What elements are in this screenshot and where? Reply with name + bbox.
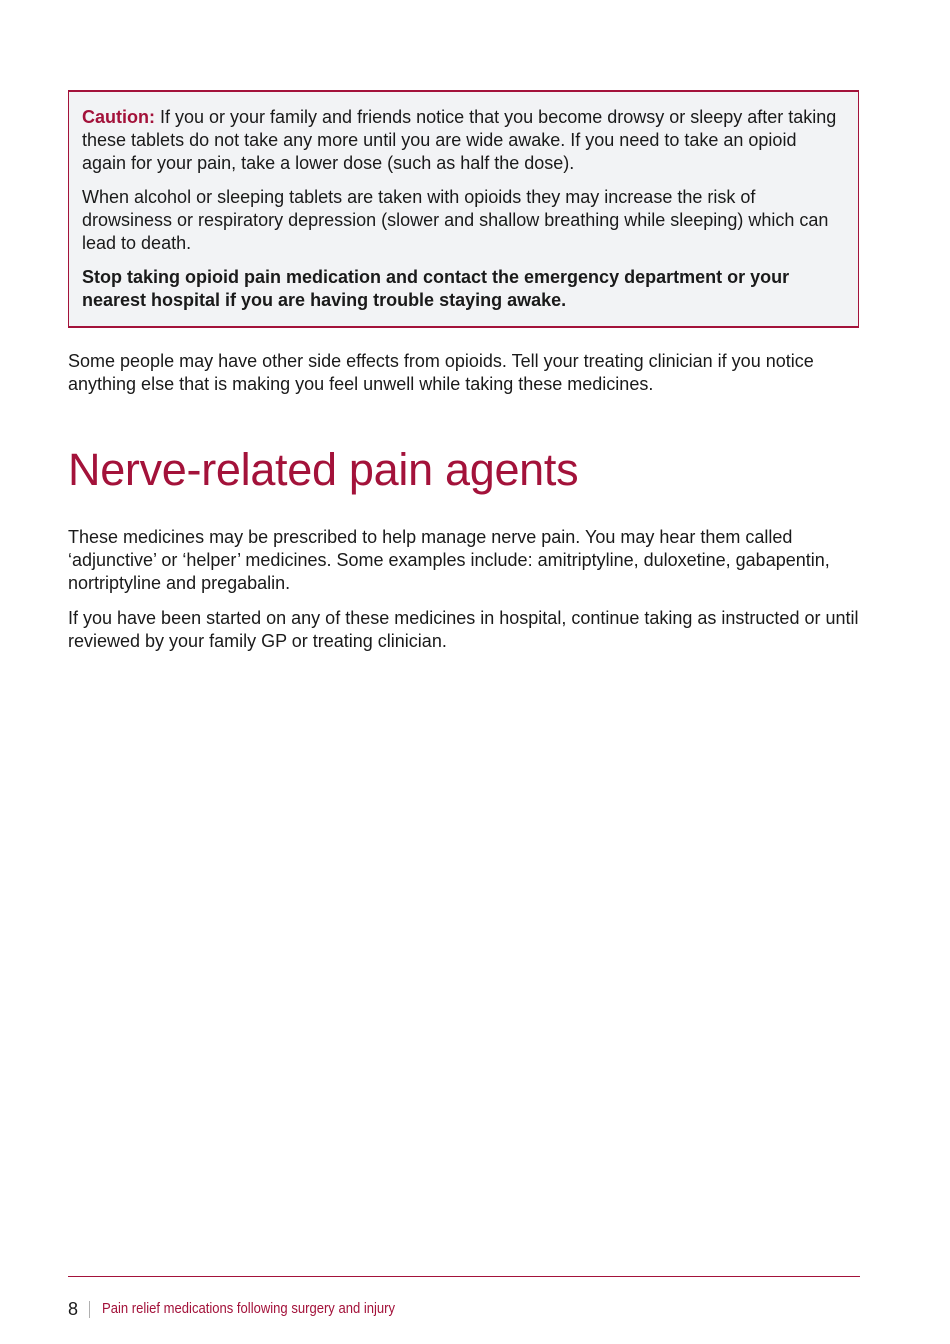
stop-instruction: Stop taking opioid pain medication and contact the emergency department or your nearest hospital if you are having trouble staying awake. [82, 267, 790, 310]
footer-document-title: Pain relief medications following surgery and injury [102, 1301, 396, 1317]
page-number: 8 [68, 1298, 79, 1319]
alcohol-warning: When alcohol or sleeping tablets are taken with opioids they may increase the risk of drowsiness or respiratory depression (slower and shallow breathing while sleeping) which can lead to death. [82, 187, 829, 253]
caution-text: If you or your family and friends notice that you become drowsy or sleepy after taking these tablets do not take any more until you are wide awake. If you need to take an opioid again for your pain, take a lower dose (such as half the dose). [82, 107, 837, 173]
page-footer [68, 1298, 428, 1320]
caution-label: Caution: [82, 107, 155, 127]
nerve-agents-instructions-paragraph: If you have been started on any of these medicines in hospital, continue taking as instructed or until reviewed by your family GP or treating clinician. [68, 608, 859, 651]
caution-paragraph [82, 106, 844, 175]
footer-divider [68, 1276, 860, 1277]
section-heading: Nerve-related pain agents [68, 444, 579, 495]
caution-callout [68, 90, 859, 328]
nerve-agents-intro-paragraph: These medicines may be prescribed to help manage nerve pain. You may hear them called ‘adjunctive’ or ‘helper’ medicines. Some examples include: amitriptyline, duloxetine, gabapentin, nortriptyline and pregabalin. [68, 527, 830, 593]
side-effects-paragraph: Some people may have other side effects from opioids. Tell your treating clinician if you notice anything else that is making you feel unwell while taking these medicines. [68, 351, 814, 394]
footer-separator [89, 1301, 90, 1318]
